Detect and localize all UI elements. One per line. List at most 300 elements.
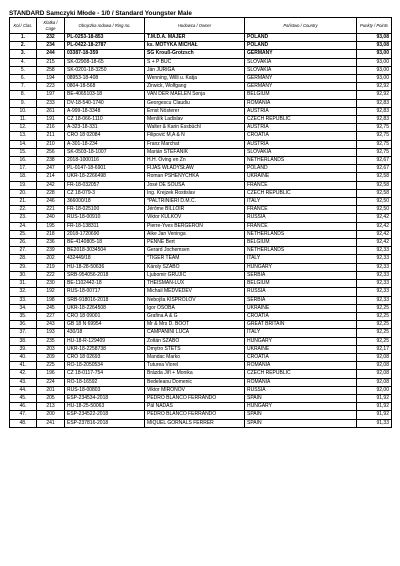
- rank-cell: 33.: [10, 296, 37, 304]
- ring-cell: HU-18-28-50636: [65, 263, 145, 271]
- country-cell: SLOVAKIA: [245, 66, 357, 74]
- table-row: [10, 116, 392, 124]
- ring-cell: CZ 18-066-1110: [65, 116, 145, 124]
- table-row: [10, 198, 392, 206]
- owner-cell: PEDRO BLANCO FERRANDO: [145, 394, 245, 402]
- rank-cell: 28.: [10, 255, 37, 263]
- rank-cell: 7.: [10, 83, 37, 91]
- ring-cell: 0804-18-568: [65, 83, 145, 91]
- points-cell: 92,42: [357, 230, 392, 238]
- ring-cell: SRB-954056-2018: [65, 271, 145, 279]
- rank-cell: 36.: [10, 321, 37, 329]
- ring-cell: ESP-234522-2018: [65, 411, 145, 419]
- points-cell: 92,25: [357, 304, 392, 312]
- cage-cell: 239: [37, 247, 65, 255]
- country-cell: FRANCE: [245, 222, 357, 230]
- points-cell: 92,33: [357, 263, 392, 271]
- owner-cell: H.H. Oving en Zn: [145, 157, 245, 165]
- owner-cell: Menšík Ladislav: [145, 116, 245, 124]
- owner-cell: Károly SZABÓ: [145, 263, 245, 271]
- owner-cell: Wenning, Willi u. Katja: [145, 75, 245, 83]
- owner-cell: THEISMAN-LUX: [145, 280, 245, 288]
- owner-cell: PENNE Bert: [145, 239, 245, 247]
- points-cell: 92,25: [357, 337, 392, 345]
- cage-cell: 256: [37, 148, 65, 156]
- ring-cell: HU-18-25-50063: [65, 403, 145, 411]
- owner-cell: Jérôme BILLOIR: [145, 206, 245, 214]
- rank-cell: 3.: [10, 50, 37, 58]
- owner-cell: Marián ŠTEFÁNIK: [145, 148, 245, 156]
- ring-cell: CRO 18 09001: [65, 312, 145, 320]
- country-cell: CZECH REPUBLIC: [245, 116, 357, 124]
- points-cell: 93,00: [357, 66, 392, 74]
- rank-cell: 38.: [10, 337, 37, 345]
- table-row: [10, 124, 392, 132]
- cage-cell: 232: [37, 34, 65, 42]
- points-cell: 91,92: [357, 411, 392, 419]
- ring-cell: CRO 18 02084: [65, 132, 145, 140]
- cage-cell: 233: [37, 99, 65, 107]
- table-row: [10, 362, 392, 370]
- owner-cell: Gerard Jochemsen: [145, 247, 245, 255]
- rank-cell: 19.: [10, 181, 37, 189]
- ring-cell: 03387-18-359: [65, 50, 145, 58]
- cage-cell: 195: [37, 222, 65, 230]
- rank-cell: 47.: [10, 411, 37, 419]
- owner-cell: Ján JURIGA: [145, 66, 245, 74]
- table-row: [10, 247, 392, 255]
- cage-cell: 236: [37, 239, 65, 247]
- cage-cell: 234: [37, 42, 65, 50]
- owner-cell: MIQUEL GORNALS FERRER: [145, 419, 245, 427]
- cage-cell: 214: [37, 173, 65, 181]
- cage-cell: 235: [37, 337, 65, 345]
- rank-cell: 20.: [10, 189, 37, 197]
- owner-cell: Georgescu Claudiu: [145, 99, 245, 107]
- table-row: [10, 42, 392, 50]
- table-row: [10, 206, 392, 214]
- table-header-row: [10, 18, 392, 34]
- points-cell: 92,83: [357, 99, 392, 107]
- points-cell: 92,33: [357, 288, 392, 296]
- cage-cell: 245: [37, 304, 65, 312]
- table-row: [10, 66, 392, 74]
- rank-cell: 6.: [10, 75, 37, 83]
- ring-cell: 432449/18: [65, 255, 145, 263]
- ring-cell: UKR-18-2258738: [65, 345, 145, 353]
- cage-cell: 258: [37, 66, 65, 74]
- rank-cell: 45.: [10, 394, 37, 402]
- table-row: [10, 263, 392, 271]
- rank-cell: 42.: [10, 370, 37, 378]
- rank-cell: 14.: [10, 140, 37, 148]
- table-row: [10, 419, 392, 427]
- rank-cell: 13.: [10, 132, 37, 140]
- rank-cell: 5.: [10, 66, 37, 74]
- rank-cell: 29.: [10, 263, 37, 271]
- rank-cell: 32.: [10, 288, 37, 296]
- country-cell: SPAIN: [245, 411, 357, 419]
- ring-cell: 430/18: [65, 329, 145, 337]
- ring-cell: BE2018-3034504: [65, 247, 145, 255]
- owner-cell: Mandac Marko: [145, 353, 245, 361]
- table-row: [10, 157, 392, 165]
- ring-cell: PL-0147-18-6901: [65, 165, 145, 173]
- table-row: [10, 321, 392, 329]
- cage-cell: 194: [37, 75, 65, 83]
- country-cell: UKRAINE: [245, 304, 357, 312]
- rank-cell: 37.: [10, 329, 37, 337]
- ring-cell: BE-4065103-18: [65, 91, 145, 99]
- country-cell: ROMANIA: [245, 99, 357, 107]
- owner-cell: Mr & Mrs D. BOOT: [145, 321, 245, 329]
- country-cell: BELGIUM: [245, 91, 357, 99]
- country-cell: SLOVAKIA: [245, 58, 357, 66]
- points-cell: 92,92: [357, 83, 392, 91]
- country-cell: GERMANY: [245, 75, 357, 83]
- table-row: [10, 337, 392, 345]
- cage-cell: 211: [37, 132, 65, 140]
- rank-cell: 22.: [10, 206, 37, 214]
- points-cell: 92,08: [357, 362, 392, 370]
- owner-cell: ks. MOTYKA MICHAŁ: [145, 42, 245, 50]
- owner-cell: Igor OSOBA: [145, 304, 245, 312]
- rank-cell: 48.: [10, 419, 37, 427]
- table-row: [10, 239, 392, 247]
- ring-cell: RO-18-16592: [65, 378, 145, 386]
- cage-cell: 241: [37, 419, 65, 427]
- country-cell: CZECH REPUBLIC: [245, 189, 357, 197]
- table-row: [10, 378, 392, 386]
- cage-cell: 203: [37, 345, 65, 353]
- owner-cell: Ing. Krejzek Rostislav: [145, 189, 245, 197]
- rank-cell: 40.: [10, 353, 37, 361]
- table-row: [10, 165, 392, 173]
- ring-cell: RUS-18-00803: [65, 386, 145, 394]
- cage-cell: 223: [37, 83, 65, 91]
- rank-cell: 43.: [10, 378, 37, 386]
- points-cell: 92,33: [357, 247, 392, 255]
- rank-cell: 25.: [10, 230, 37, 238]
- owner-cell: Tuturea Viorel: [145, 362, 245, 370]
- ring-cell: HU-18-R-129409: [65, 337, 145, 345]
- points-cell: 92,33: [357, 271, 392, 279]
- cage-cell: 244: [37, 50, 65, 58]
- table-row: [10, 140, 392, 148]
- owner-cell: Brázda Jiří + Monika: [145, 370, 245, 378]
- cage-cell: 225: [37, 362, 65, 370]
- points-cell: 92,25: [357, 312, 392, 320]
- table-row: [10, 83, 392, 91]
- rank-cell: 24.: [10, 222, 37, 230]
- owner-cell: Ljubomir GRUJIĆ: [145, 271, 245, 279]
- owner-cell: Walter & Karin Essbüchl: [145, 124, 245, 132]
- country-cell: CZECH REPUBLIC: [245, 370, 357, 378]
- country-cell: ROMANIA: [245, 378, 357, 386]
- cage-cell: 198: [37, 296, 65, 304]
- country-cell: RUSSIA: [245, 288, 357, 296]
- points-cell: 92,75: [357, 124, 392, 132]
- cage-cell: 242: [37, 181, 65, 189]
- table-row: [10, 329, 392, 337]
- table-row: [10, 411, 392, 419]
- cage-cell: 240: [37, 214, 65, 222]
- points-cell: 92,92: [357, 91, 392, 99]
- points-cell: 92,58: [357, 173, 392, 181]
- owner-cell: Zoltán SZABÓ: [145, 337, 245, 345]
- owner-cell: PEDRO BLANCO FERRANDO: [145, 411, 245, 419]
- rank-cell: 10.: [10, 107, 37, 115]
- owner-cell: Michail MEDVEDEV: [145, 288, 245, 296]
- ring-cell: FR-18-032057: [65, 181, 145, 189]
- points-cell: 92,33: [357, 255, 392, 263]
- country-cell: ITALY: [245, 198, 357, 206]
- country-cell: GERMANY: [245, 83, 357, 91]
- table-row: [10, 50, 392, 58]
- ring-cell: RUS-18-00910: [65, 214, 145, 222]
- table-row: [10, 173, 392, 181]
- cage-cell: 196: [37, 370, 65, 378]
- table-row: [10, 107, 392, 115]
- ring-cell: PL-0422-18-2787: [65, 42, 145, 50]
- header-ring: Obrączka rodowa / Ring no.: [65, 18, 145, 34]
- country-cell: CROATIA: [245, 312, 357, 320]
- points-cell: 92,50: [357, 206, 392, 214]
- cage-cell: 191: [37, 116, 65, 124]
- table-row: [10, 255, 392, 263]
- cage-cell: 228: [37, 189, 65, 197]
- cage-cell: 210: [37, 140, 65, 148]
- owner-cell: Franz Marchat: [145, 140, 245, 148]
- table-row: [10, 312, 392, 320]
- rank-cell: 1.: [10, 34, 37, 42]
- country-cell: POLAND: [245, 165, 357, 173]
- country-cell: BELGIUM: [245, 239, 357, 247]
- points-cell: 91,33: [357, 419, 392, 427]
- ring-cell: DV-18-540-1740: [65, 99, 145, 107]
- ring-cell: FR-18-025100: [65, 206, 145, 214]
- points-cell: 92,75: [357, 140, 392, 148]
- ring-cell: RO-18-2050534: [65, 362, 145, 370]
- ring-cell: BE-1102442-18: [65, 280, 145, 288]
- table-body: [10, 34, 392, 428]
- ring-cell: SK-02908-18-65: [65, 58, 145, 66]
- table-row: [10, 345, 392, 353]
- points-cell: 92,33: [357, 280, 392, 288]
- ring-cell: BE-4140805-18: [65, 239, 145, 247]
- country-cell: ITALY: [245, 255, 357, 263]
- header-rank: Kol./ Clas.: [10, 18, 37, 34]
- table-row: [10, 132, 392, 140]
- cage-cell: 227: [37, 312, 65, 320]
- owner-cell: Ernst Nösterer: [145, 107, 245, 115]
- cage-cell: 219: [37, 263, 65, 271]
- points-cell: 92,42: [357, 214, 392, 222]
- ring-cell: CZ 18-0117-754: [65, 370, 145, 378]
- points-cell: 92,75: [357, 132, 392, 140]
- points-cell: 91,92: [357, 394, 392, 402]
- table-row: [10, 353, 392, 361]
- country-cell: HUNGARY: [245, 337, 357, 345]
- table-row: [10, 99, 392, 107]
- table-row: [10, 34, 392, 42]
- points-cell: 93,00: [357, 50, 392, 58]
- country-cell: SLOVAKIA: [245, 148, 357, 156]
- owner-cell: Nebojša KIŠPROLOV: [145, 296, 245, 304]
- points-cell: 93,00: [357, 75, 392, 83]
- table-row: [10, 271, 392, 279]
- ring-cell: UKR-18-2266498: [65, 173, 145, 181]
- cage-cell: 192: [37, 288, 65, 296]
- cage-cell: 201: [37, 386, 65, 394]
- points-cell: 92,00: [357, 386, 392, 394]
- owner-cell: SG Krouß-Grotzsch: [145, 50, 245, 58]
- table-row: [10, 370, 392, 378]
- rank-cell: 8.: [10, 91, 37, 99]
- cage-cell: 205: [37, 394, 65, 402]
- rank-cell: 16.: [10, 157, 37, 165]
- ring-cell: PL-0253-18-853: [65, 34, 145, 42]
- cage-cell: 221: [37, 206, 65, 214]
- rank-cell: 27.: [10, 247, 37, 255]
- owner-cell: Bedeleanu Domenic: [145, 378, 245, 386]
- ring-cell: ESP-234534-2018: [65, 394, 145, 402]
- country-cell: CROATIA: [245, 353, 357, 361]
- ring-cell: 2018-1000116: [65, 157, 145, 165]
- points-cell: 92,58: [357, 181, 392, 189]
- country-cell: UKRAINE: [245, 345, 357, 353]
- cage-cell: 197: [37, 91, 65, 99]
- cage-cell: 209: [37, 353, 65, 361]
- table-row: [10, 58, 392, 66]
- ring-cell: SRB-918016-2018: [65, 296, 145, 304]
- cage-cell: 243: [37, 321, 65, 329]
- rank-cell: 39.: [10, 345, 37, 353]
- points-cell: 92,42: [357, 222, 392, 230]
- country-cell: AUSTRIA: [245, 107, 357, 115]
- country-cell: SPAIN: [245, 419, 357, 427]
- ring-cell: CZ 18-079-3: [65, 189, 145, 197]
- country-cell: ROMANIA: [245, 362, 357, 370]
- header-points: Punkty / Points: [357, 18, 392, 34]
- cage-cell: 216: [37, 124, 65, 132]
- points-cell: 92,83: [357, 107, 392, 115]
- country-cell: BELGIUM: [245, 280, 357, 288]
- table-row: [10, 148, 392, 156]
- rank-cell: 12.: [10, 124, 37, 132]
- owner-cell: T.M.D.A. MAJER: [145, 34, 245, 42]
- owner-cell: Viktor MIRONOV: [145, 386, 245, 394]
- table-row: [10, 189, 392, 197]
- cage-cell: 224: [37, 378, 65, 386]
- rank-cell: 26.: [10, 239, 37, 247]
- header-owner: Hodowca / Owner: [145, 18, 245, 34]
- document-title: STANDARD Samczyki Młode - 1/0 / Standard Youngster Male: [9, 10, 192, 17]
- country-cell: GERMANY: [245, 50, 357, 58]
- ring-cell: SK-0503-18-1007: [65, 148, 145, 156]
- owner-cell: Zirwick, Wolfgang: [145, 83, 245, 91]
- country-cell: FRANCE: [245, 206, 357, 214]
- country-cell: NETHERLANDS: [245, 157, 357, 165]
- cage-cell: 215: [37, 58, 65, 66]
- points-cell: 92,08: [357, 353, 392, 361]
- table-row: [10, 181, 392, 189]
- ring-cell: A-323-18-331: [65, 124, 145, 132]
- country-cell: HUNGARY: [245, 403, 357, 411]
- cage-cell: 213: [37, 403, 65, 411]
- points-cell: 92,25: [357, 321, 392, 329]
- table-row: [10, 280, 392, 288]
- points-cell: 93,08: [357, 42, 392, 50]
- cage-cell: 193: [37, 329, 65, 337]
- owner-cell: José DE SOUSA: [145, 181, 245, 189]
- points-cell: 92,42: [357, 239, 392, 247]
- points-cell: 92,17: [357, 345, 392, 353]
- country-cell: NETHERLANDS: [245, 230, 357, 238]
- points-cell: 92,58: [357, 189, 392, 197]
- rank-cell: 30.: [10, 271, 37, 279]
- country-cell: RUSSIA: [245, 214, 357, 222]
- rank-cell: 34.: [10, 304, 37, 312]
- ring-cell: FR-18-138311: [65, 222, 145, 230]
- points-cell: 92,08: [357, 378, 392, 386]
- table-row: [10, 304, 392, 312]
- country-cell: RUSSIA: [245, 386, 357, 394]
- points-cell: 93,00: [357, 58, 392, 66]
- rank-cell: 17.: [10, 165, 37, 173]
- owner-cell: Aike Jan Veninga: [145, 230, 245, 238]
- points-cell: 92,08: [357, 370, 392, 378]
- owner-cell: Filipović M,A & N: [145, 132, 245, 140]
- rank-cell: 44.: [10, 386, 37, 394]
- table-row: [10, 296, 392, 304]
- table-row: [10, 386, 392, 394]
- cage-cell: 202: [37, 255, 65, 263]
- owner-cell: Grafina A & G: [145, 312, 245, 320]
- points-cell: 92,50: [357, 198, 392, 206]
- points-cell: 92,75: [357, 148, 392, 156]
- owner-cell: VAN DER MAELEN Sonja: [145, 91, 245, 99]
- ring-cell: 08953-18-408: [65, 75, 145, 83]
- rank-cell: 35.: [10, 312, 37, 320]
- rank-cell: 41.: [10, 362, 37, 370]
- country-cell: ITALY: [245, 329, 357, 337]
- owner-cell: Roman PSHENYCHKA: [145, 173, 245, 181]
- rank-cell: 9.: [10, 99, 37, 107]
- header-country: Państwo / Country: [245, 18, 357, 34]
- country-cell: AUSTRIA: [245, 140, 357, 148]
- rank-cell: 21.: [10, 198, 37, 206]
- table-row: [10, 75, 392, 83]
- owner-cell: *TIGER TEAM: [145, 255, 245, 263]
- owner-cell: Pál NÁDAS: [145, 403, 245, 411]
- country-cell: POLAND: [245, 34, 357, 42]
- ring-cell: UKR-18-2264508: [65, 304, 145, 312]
- ring-cell: CRO 18 02693: [65, 353, 145, 361]
- ring-cell: SK-0201-18-3250: [65, 66, 145, 74]
- ring-cell: A-301-18-234: [65, 140, 145, 148]
- rank-cell: 46.: [10, 403, 37, 411]
- table-row: [10, 214, 392, 222]
- country-cell: HUNGARY: [245, 263, 357, 271]
- cage-cell: 200: [37, 411, 65, 419]
- points-cell: 93,08: [357, 34, 392, 42]
- table-row: [10, 394, 392, 402]
- cage-cell: 218: [37, 230, 65, 238]
- header-cage: Klatka / Cage: [37, 18, 65, 34]
- table-row: [10, 403, 392, 411]
- country-cell: UKRAINE: [245, 173, 357, 181]
